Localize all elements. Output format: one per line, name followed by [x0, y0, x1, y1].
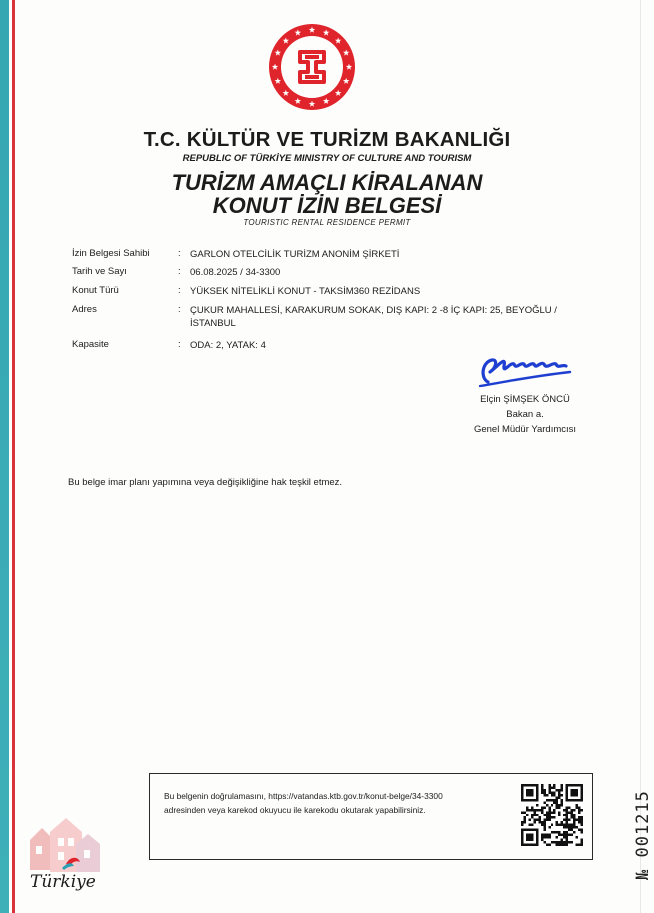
field-label: Kapasite [72, 339, 109, 350]
document-subtitle-en: TOURISTIC RENTAL RESIDENCE PERMIT [243, 218, 411, 227]
verification-line2: adresinden veya karekod okuyucu ile karekodu okutarak yapabilirsiniz. [164, 805, 426, 815]
signature-icon [474, 352, 574, 396]
field-label: Tarih ve Sayı [72, 266, 127, 277]
signatory-role: Bakan a. [506, 409, 544, 420]
ministry-name: T.C. KÜLTÜR VE TURİZM BAKANLIĞI [143, 128, 511, 151]
verification-text [164, 789, 484, 817]
field-separator: : [178, 339, 181, 350]
field-label: İzin Belgesi Sahibi [72, 248, 150, 259]
signatory-name: Elçin ŞİMŞEK ÖNCÜ [480, 394, 570, 405]
ministry-emblem-icon [267, 22, 357, 112]
field-value: ODA: 2, YATAK: 4 [190, 340, 266, 351]
document-title-line1: TURİZM AMAÇLI KİRALANAN [171, 170, 483, 195]
verification-line1[interactable]: Bu belgenin doğrulamasını, https://vatandas.ktb.gov.tr/konut-belge/34-3300 [164, 791, 443, 801]
document-title-line2: KONUT İZİN BELGESİ [212, 193, 442, 218]
field-label: Adres [72, 304, 97, 315]
field-value: GARLON OTELCİLİK TURİZM ANONİM ŞİRKETİ [190, 249, 400, 260]
field-value: YÜKSEK NİTELİKLİ KONUT - TAKSİM360 REZİDANS [190, 286, 421, 297]
field-separator: : [178, 304, 181, 315]
field-separator: : [178, 248, 181, 259]
serial-number: № 001215 [633, 790, 653, 880]
turkiye-brand: Türkiye [30, 872, 96, 892]
verification-box [149, 773, 593, 860]
field-label: Konut Türü [72, 285, 119, 296]
qr-code-icon[interactable] [521, 784, 583, 846]
field-separator: : [178, 266, 181, 277]
field-value: ÇUKUR MAHALLESİ, KARAKURUM SOKAK, DIŞ KAPI: 2 -8 İÇ KAPI: 25, BEYOĞLU / İSTANBUL [190, 305, 557, 329]
ministry-name-en: REPUBLIC OF TÜRKİYE MINISTRY OF CULTURE AND TOURISM [182, 153, 472, 164]
field-separator: : [178, 285, 181, 296]
legal-note: Bu belge imar planı yapımına veya değişikliğine hak teşkil etmez. [68, 477, 343, 488]
signatory-title: Genel Müdür Yardımcısı [473, 424, 577, 435]
field-value: 06.08.2025 / 34-3300 [190, 267, 281, 278]
